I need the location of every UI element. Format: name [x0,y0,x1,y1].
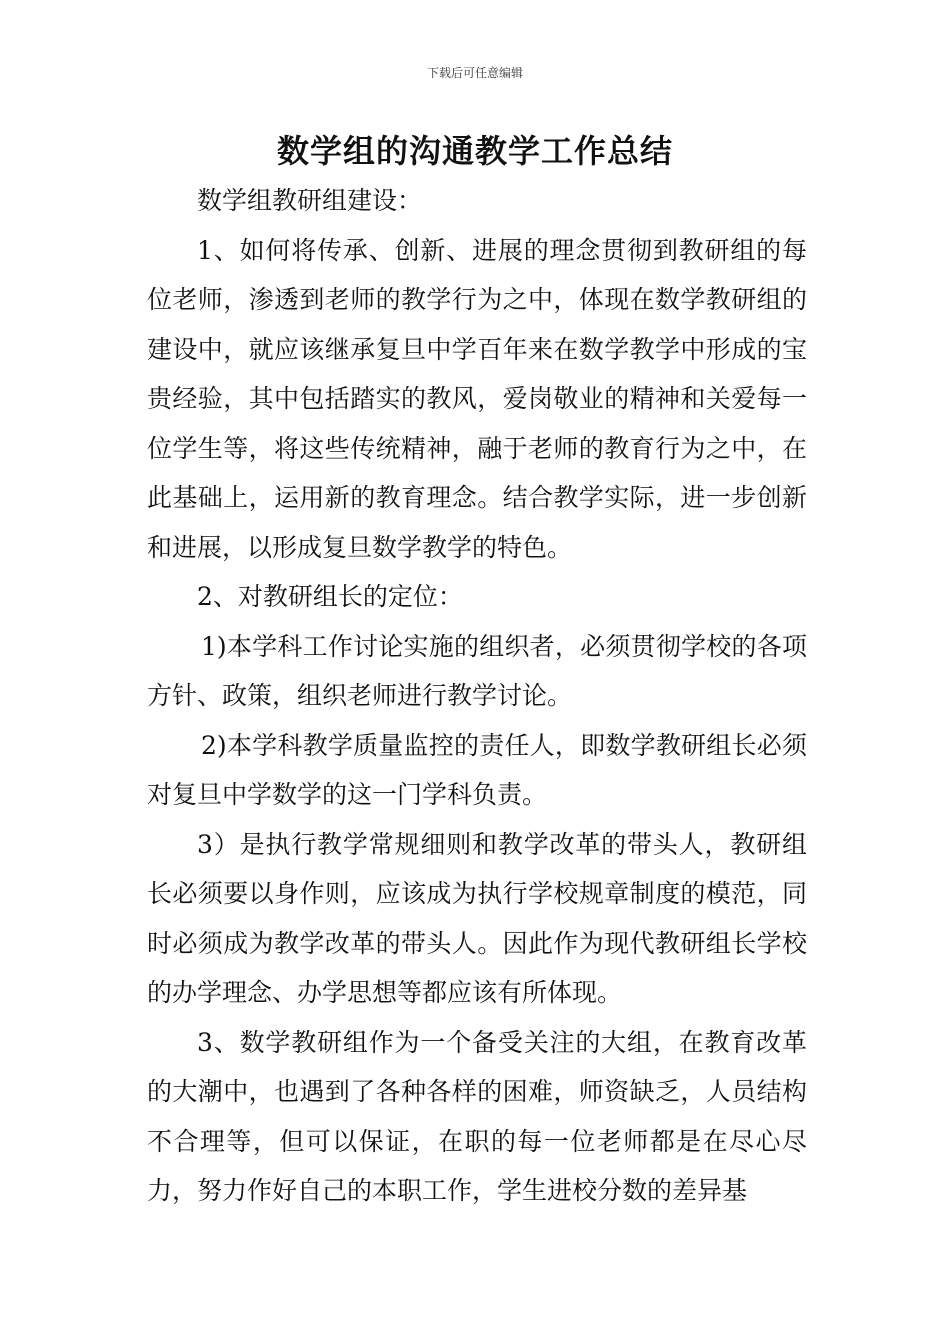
paragraph-subitem-3: 3）是执行教学常规细则和教学改革的带头人，教研组长必须要以身作则，应该成为执行学校规章制度的模范，同时必须成为教学改革的带头人。因此作为现代教研组长学校的办学理念、办学思想等都应该有所体现。 [147,829,807,1007]
paragraph-subitem-2: 2)本学科教学质量监控的责任人，即数学教研组长必须对复旦中学数学的这一门学科负责。 [147,730,807,809]
paragraph-item-2-heading: 2、对教研组长的定位： [197,582,463,611]
document-title: 数学组的沟通教学工作总结 [276,132,673,170]
paragraph-item-3: 3、数学教研组作为一个备受关注的大组，在教育改革的大潮中，也遇到了各种各样的困难，师资缺乏，人员结构不合理等，但可以保证，在职的每一位老师都是在尽心尽力，努力作好自己的本职工作，学生进校分数的差异基 [147,1027,807,1205]
document-body [147,176,807,1216]
section-heading-team-building: 数学组教研组建设： [197,186,423,215]
paragraph-item-1: 1、如何将传承、创新、进展的理念贯彻到教研组的每位老师，渗透到老师的教学行为之中，体现在数学教研组的建设中，就应该继承复旦中学百年来在数学教学中形成的宝贵经验，其中包括踏实的教风，爱岗敬业的精神和关爱每一位学生等，将这些传统精神，融于老师的教育行为之中，在此基础上，运用新的教育理念。结合教学实际，进一步创新和进展，以形成复旦数学教学的特色。 [147,235,807,562]
paragraph-subitem-1: 1)本学科工作讨论实施的组织者，必须贯彻学校的各项方针、政策，组织老师进行教学讨论。 [147,631,807,710]
page-header-note: 下载后可任意编辑 [426,66,523,80]
